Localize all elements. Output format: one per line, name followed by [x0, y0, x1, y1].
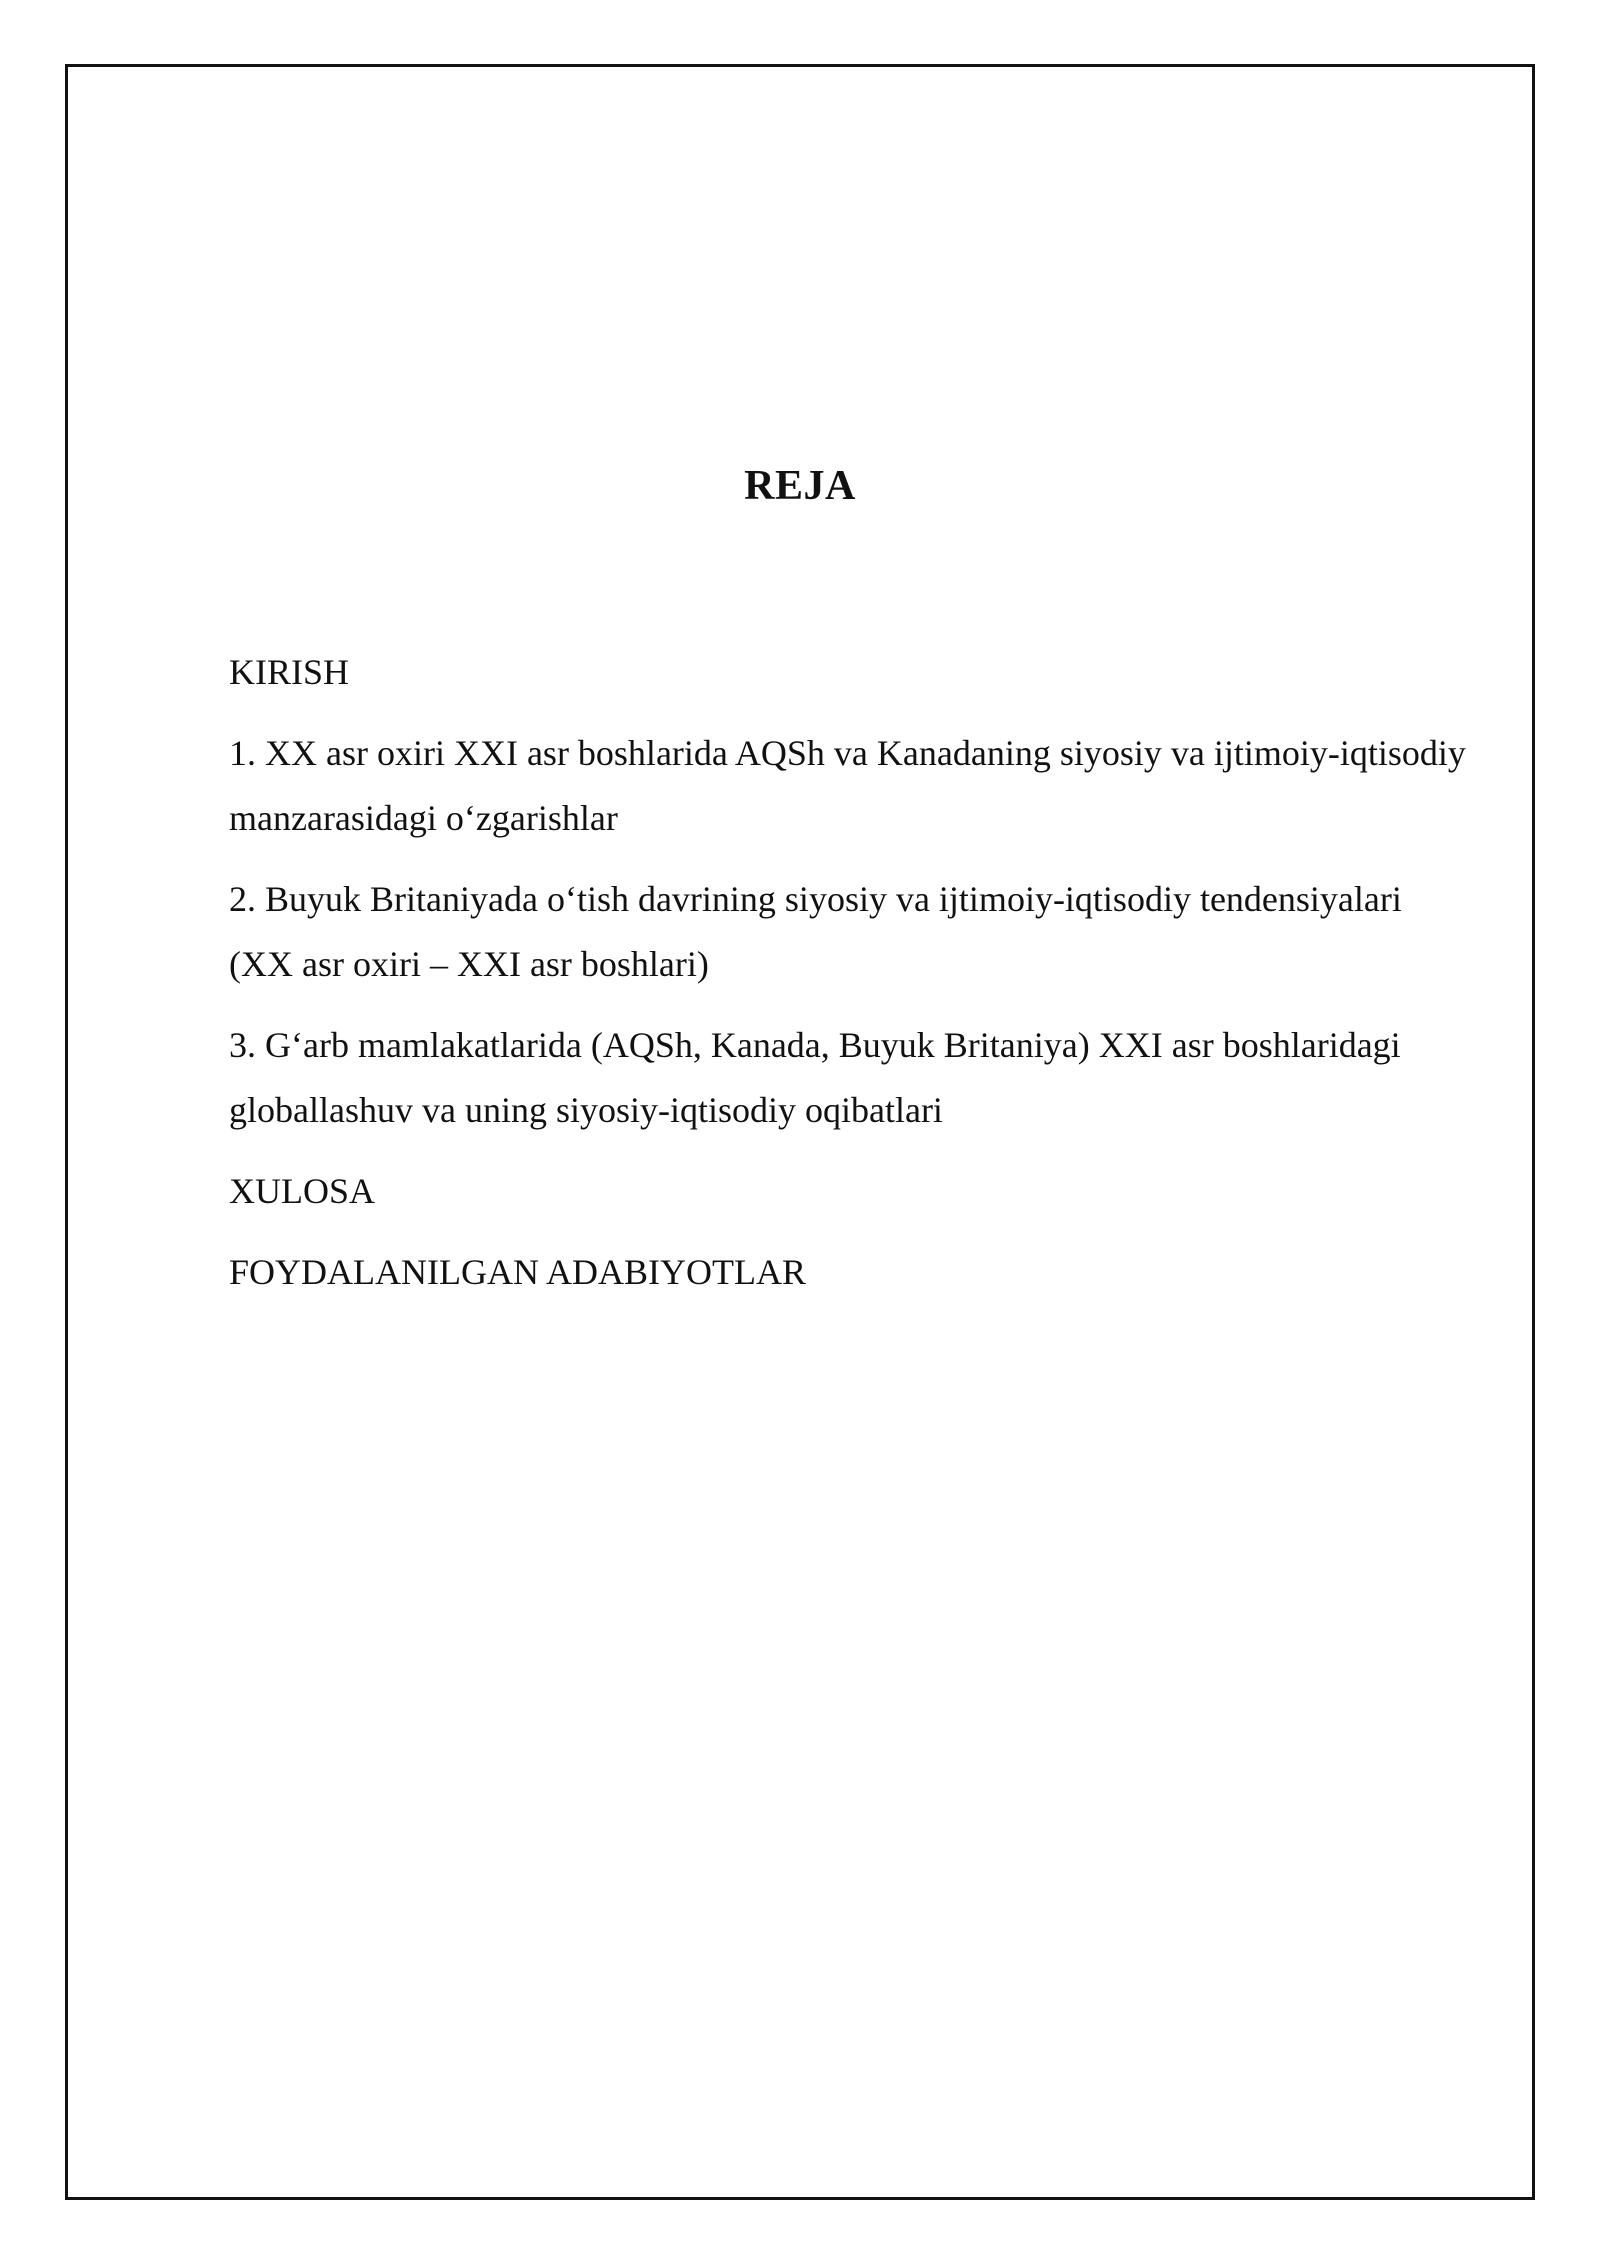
- plan-list: [229, 640, 1474, 1321]
- plan-item-conclusion: XULOSA: [229, 1171, 376, 1211]
- plan-item-1: 1. XX asr oxiri XXI asr boshlarida AQSh va Kanadaning siyosiy va ijtimoiy-iqtisodiy manzarasidagi o‘zgarishlar: [229, 733, 1466, 838]
- plan-item-introduction: KIRISH: [229, 652, 350, 692]
- plan-item-2: 2. Buyuk Britaniyada o‘tish davrining siyosiy va ijtimoiy-iqtisodiy tendensiyalari (XX asr oxiri – XXI asr boshlari): [229, 879, 1402, 984]
- page-title: REJA: [744, 463, 856, 509]
- plan-item-3: 3. G‘arb mamlakatlarida (AQSh, Kanada, Buyuk Britaniya) XXI asr boshlaridagi globallashuv va uning siyosiy-iqtisodiy oqibatlari: [229, 1025, 1401, 1130]
- plan-item-references: FOYDALANILGAN ADABIYOTLAR: [229, 1252, 806, 1292]
